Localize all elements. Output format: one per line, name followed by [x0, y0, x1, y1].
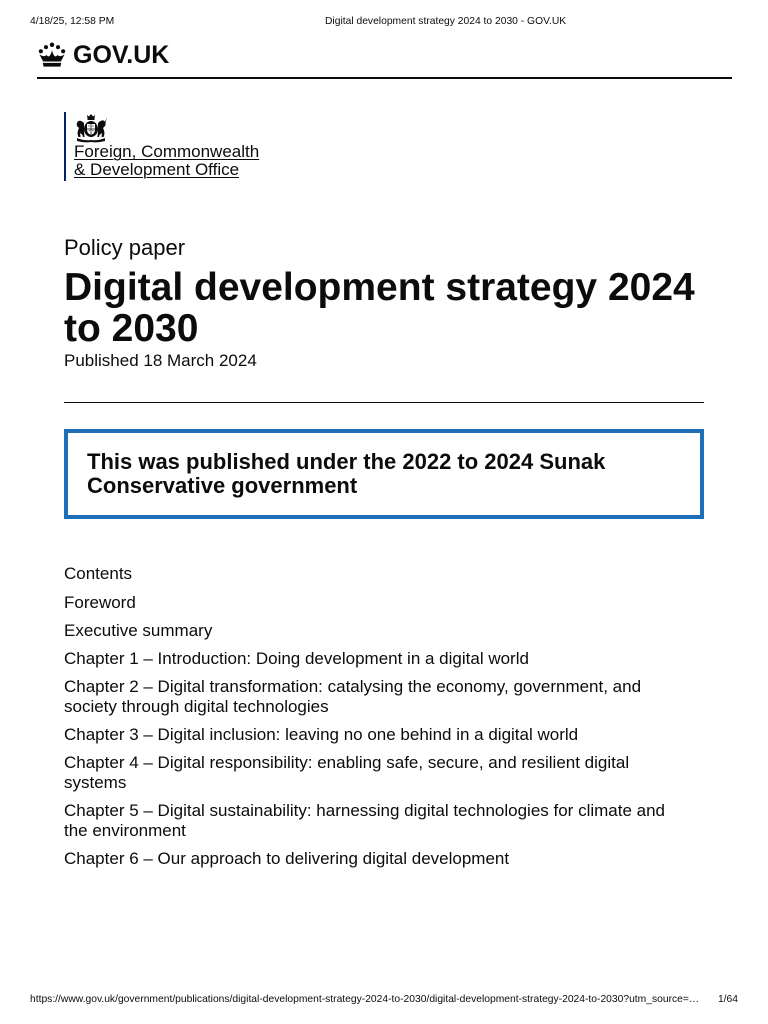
print-footer-page-number: 1/64: [717, 994, 738, 1005]
published-date: Published 18 March 2024: [64, 351, 257, 370]
crown-icon: [37, 42, 67, 68]
history-banner-text: This was published under the 2022 to 2024 Sunak Conservative government: [87, 449, 606, 498]
contents-link-chapter-3[interactable]: Chapter 3 – Digital inclusion: leaving no one behind in a digital world: [64, 725, 579, 744]
contents-link-executive-summary[interactable]: Executive summary: [64, 621, 213, 640]
header-divider: [37, 77, 732, 79]
govuk-logo-text: GOV.UK: [73, 41, 170, 69]
royal-coat-of-arms-icon: [74, 113, 108, 143]
document-type-caption: Policy paper: [64, 235, 186, 260]
contents-list: [64, 593, 679, 877]
contents-link-chapter-4[interactable]: Chapter 4 – Digital responsibility: enabling safe, secure, and resilient digital systems: [64, 753, 630, 792]
contents-link-foreword[interactable]: Foreword: [64, 593, 136, 612]
govuk-logo-link[interactable]: [37, 40, 169, 70]
print-header-datetime: 4/18/25, 12:58 PM: [30, 16, 115, 27]
contents-link-chapter-6[interactable]: Chapter 6 – Our approach to delivering digital development: [64, 849, 510, 868]
section-divider: [64, 402, 704, 403]
contents-link-chapter-2[interactable]: Chapter 2 – Digital transformation: catalysing the economy, government, and society through digital technologies: [64, 677, 642, 716]
contents-link-chapter-1[interactable]: Chapter 1 – Introduction: Doing development in a digital world: [64, 649, 529, 668]
organisation-logo: [64, 112, 266, 181]
organisation-link[interactable]: Foreign, Commonwealth & Development Office: [74, 142, 260, 179]
history-banner: [64, 429, 704, 519]
contents-heading: Contents: [64, 564, 133, 583]
print-header-title: Digital development strategy 2024 to 2030 - GOV.UK: [325, 16, 567, 27]
page-title: Digital development strategy 2024 to 2030: [64, 266, 695, 350]
print-footer-url: https://www.gov.uk/government/publications/digital-development-strategy-2024-to-2030/digital-development-strategy-2024-to-2030?utm_source=…: [30, 994, 700, 1005]
contents-link-chapter-5[interactable]: Chapter 5 – Digital sustainability: harnessing digital technologies for climate and the environment: [64, 801, 666, 840]
